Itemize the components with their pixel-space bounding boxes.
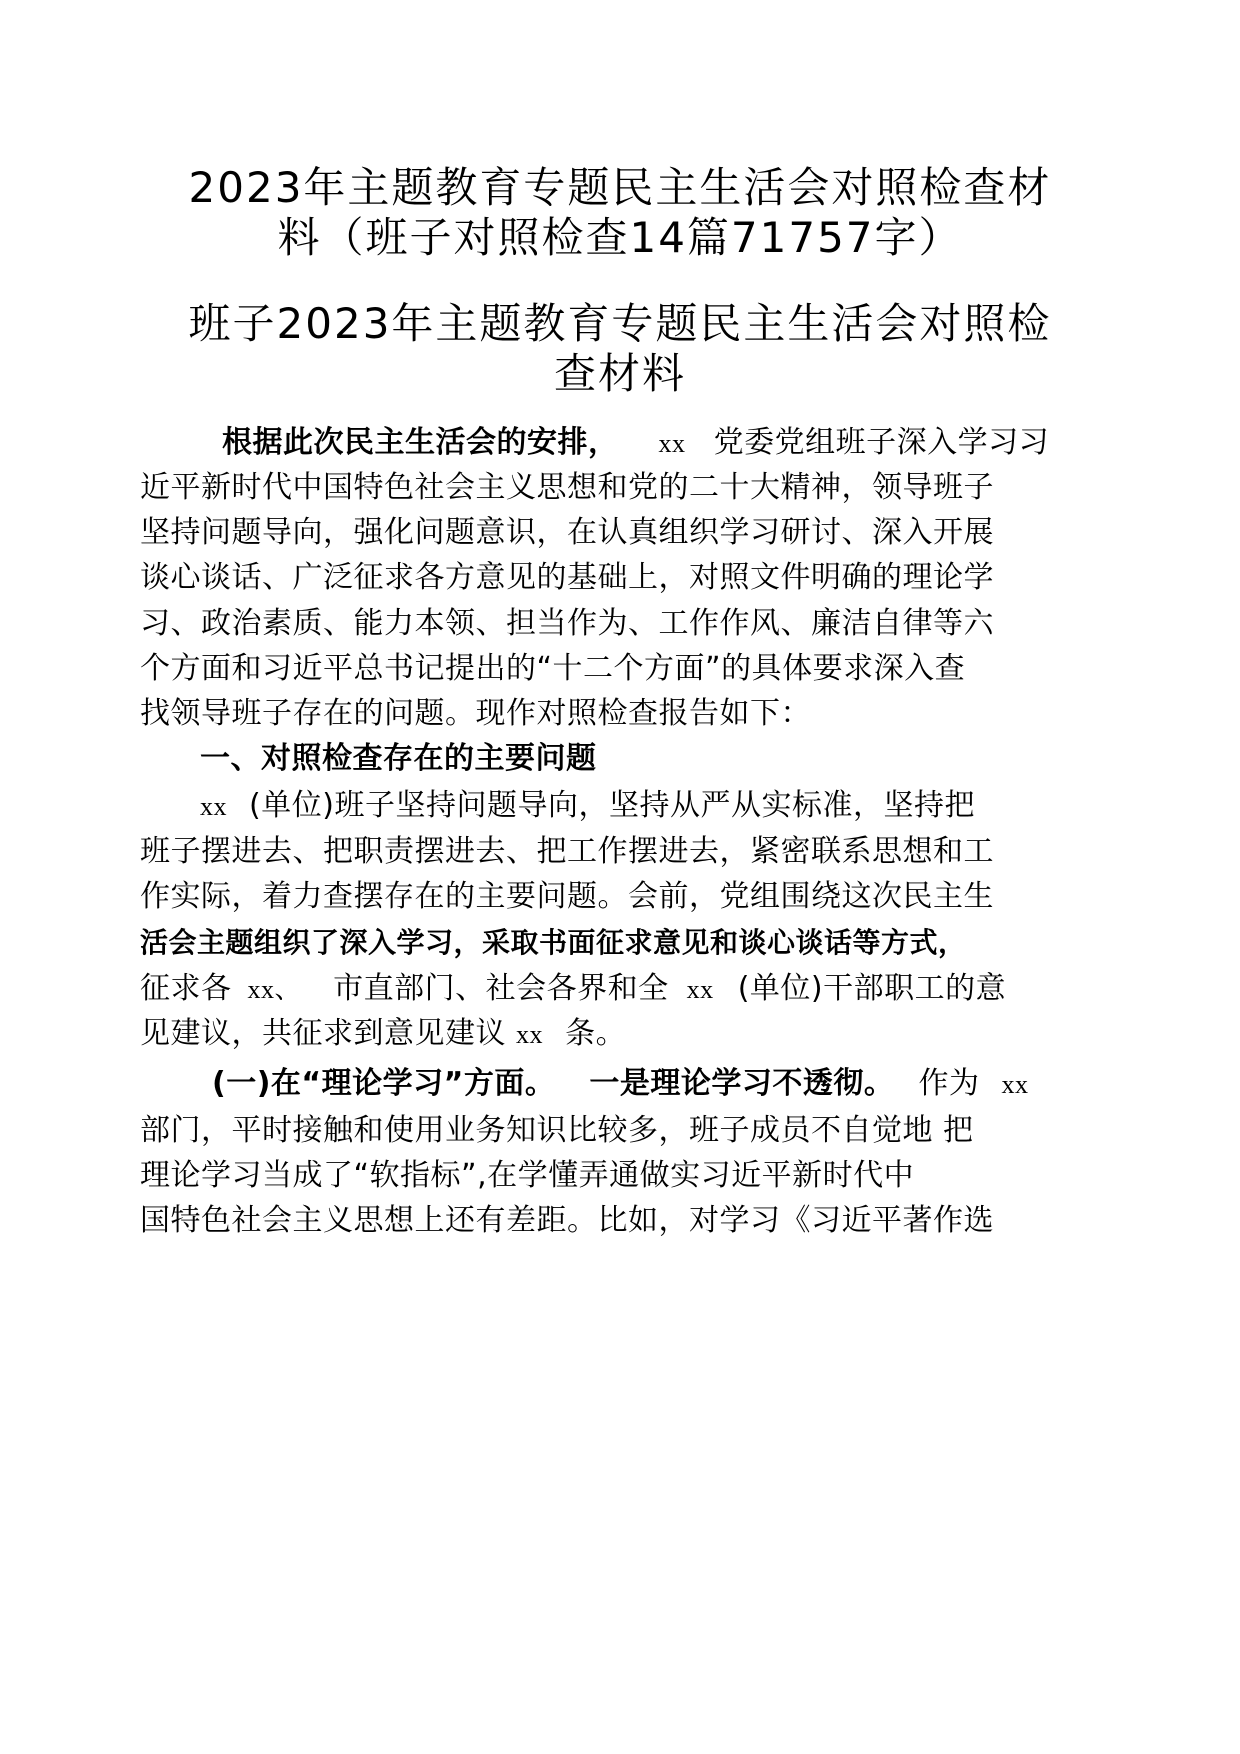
placeholder-xx: xx (658, 429, 686, 458)
main-title-line-2: 料（班子对照检查14篇71757字） (277, 213, 963, 262)
para2-text: 见建议，共征求到意见建议 (140, 1016, 506, 1051)
para2-line-2: 班子摆进去、把职责摆进去、把工作摆进去，紧密联系思想和工 (140, 834, 994, 869)
placeholder-xx: xx (686, 975, 714, 1004)
intro-line-1 (222, 422, 1049, 465)
para3-line-2: 部门，平时接触和使用业务知识比较多，班子成员不自觉地 把 (140, 1113, 974, 1148)
para2-line-5 (140, 968, 1006, 1011)
intro-line-5: 习、政治素质、能力本领、担当作为、工作作风、廉洁自律等六 (140, 606, 994, 641)
para3-text: 作为 (918, 1066, 980, 1101)
para2-line-1 (200, 785, 975, 828)
para3-line-1 (212, 1063, 1029, 1106)
intro-line-6: 个方面和习近平总书记提出的“十二个方面”的具体要求深入查 (140, 651, 966, 686)
para3-line-4: 国特色社会主义思想上还有差距。比如，对学习《习近平著作选 (140, 1203, 994, 1238)
subheading-theory-study: (一)在“理论学习”方面。 (212, 1066, 556, 1101)
intro-line-2: 近平新时代中国特色社会主义思想和党的二十大精神，领导班子 (140, 470, 994, 505)
section-title-line-2: 查材料 (553, 349, 686, 398)
para3-line-3: 理论学习当成了“软指标”,在学懂弄通做实习近平新时代中 (140, 1158, 915, 1193)
placeholder-xx: xx (200, 792, 227, 821)
placeholder-xx: xx (1001, 1070, 1029, 1099)
intro-line-4: 谈心谈话、广泛征求各方意见的基础上，对照文件明确的理论学 (140, 560, 994, 595)
para2-text: 条。 (565, 1016, 627, 1051)
para2-text: (单位)班子坚持问题导向，坚持从严从实标准，坚持把 (249, 788, 975, 823)
heading-main-problems: 一、对照检查存在的主要问题 (200, 741, 597, 776)
intro-text: 根据此次民主生活会的安排， (222, 425, 619, 460)
intro-text: 党委党组班子深入学习习 (713, 425, 1050, 460)
para2-text: 征求各 (140, 971, 232, 1006)
para2-text: 市直部门、社会各界和全 (333, 971, 669, 1006)
intro-line-7: 找领导班子存在的问题。现作对照检查报告如下： (140, 696, 811, 731)
placeholder-xx: xx (516, 1020, 544, 1049)
main-title-line-1: 2023年主题教育专题民主生活会对照检查材 (188, 163, 1052, 212)
intro-line-3: 坚持问题导向，强化问题意识，在认真组织学习研讨、深入开展 (140, 515, 994, 550)
placeholder-xx: xx、 (247, 975, 302, 1004)
point-one-label: 一是理论学习不透彻。 (589, 1066, 895, 1101)
para2-line-4: 活会主题组织了深入学习，采取书面征求意见和谈心谈话等方式， (140, 926, 967, 959)
section-title-line-1: 班子2023年主题教育专题民主生活会对照检 (188, 299, 1052, 348)
para2-text: (单位)干部职工的意 (737, 971, 1007, 1006)
para2-line-3: 作实际，着力查摆存在的主要问题。会前，党组围绕这次民主生 (140, 879, 994, 914)
para2-line-6 (140, 1013, 626, 1056)
